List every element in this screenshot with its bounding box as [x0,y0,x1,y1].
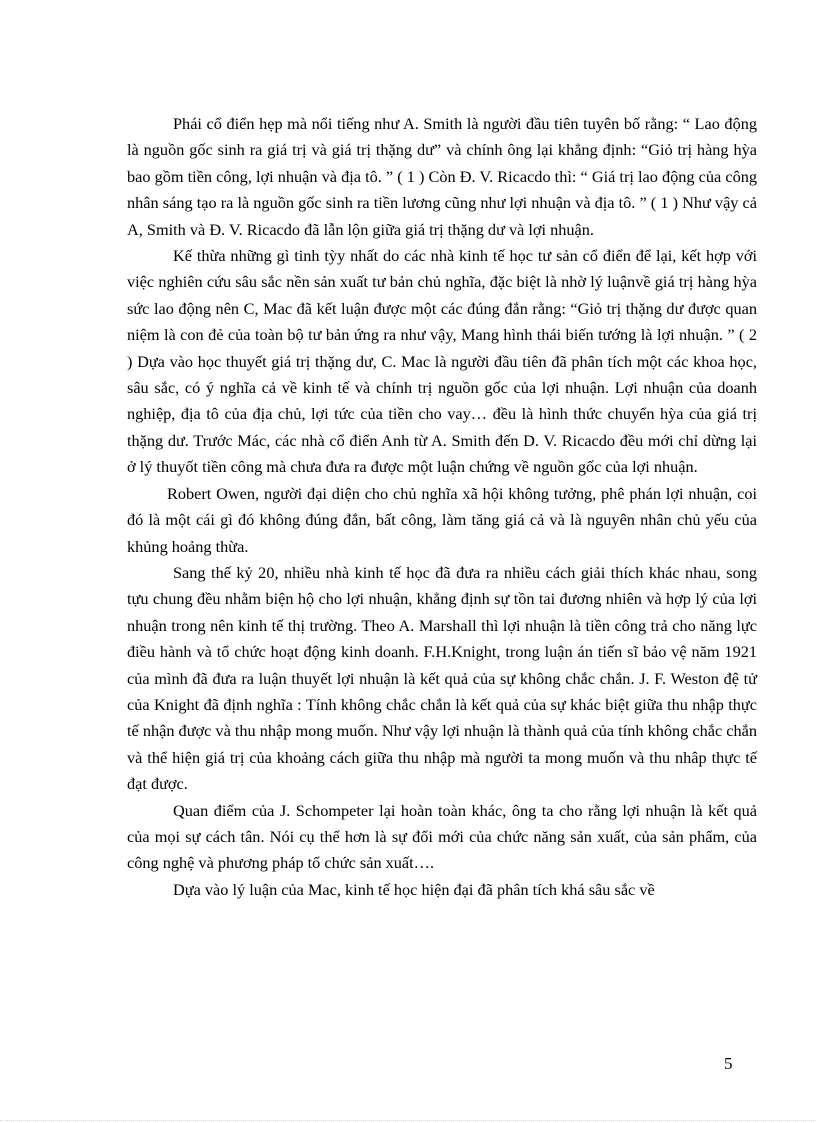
paragraph-robert-owen: Robert Owen, người đại diện cho chủ nghĩa xã hội không tưởng, phê phán lợi nhuận, coi đó là một cái gì đó không đúng đắn, bất công, làm tăng giá cả và là nguyên nhân chủ yếu của khủng hoảng thừa. [127,483,757,556]
document-body [127,111,757,903]
paragraph-schompeter: Quan điểm của J. Schompeter lại hoàn toàn khác, ông ta cho rằng lợi nhuận là kết quả của mọi sự cách tân. Nói cụ thể hơn là sự đổi mới của chức năng sản xuất, của sản phẩm, của công nghệ và phương pháp tổ chức sản xuất…. [127,800,757,873]
page-number: 5 [724,1054,733,1073]
paragraph-classical-school: Phái cổ điển hẹp mà nổi tiếng như A. Smith là người đầu tiên tuyên bố rằng: “ Lao động là nguồn gốc sinh ra giá trị và giá trị thặng dư” và chính ông lại khẳng định: “Giỏ trị hàng hỳa bao gồm tiền công, lợi nhuận và địa tô. ” ( 1 ) Còn Đ. V. Ricacdo thì: “ Giá trị lao động của công nhân sáng tạo ra là nguồn gốc sinh ra tiền lương cũng như lợi nhuận và địa tô. ” ( 1 ) Như vậy cả A, Smith và Đ. V. Ricacdo đã lẫn lộn giữa giá trị thặng dư và lợi nhuận. [127,114,757,239]
page-bottom-edge [0,1120,816,1121]
paragraph-twentieth-century: Sang thế kỷ 20, nhiều nhà kinh tế học đã đưa ra nhiều cách giải thích khác nhau, song tựu chung đều nhằm biện hộ cho lợi nhuận, khẳng định sự tồn tai đương nhiên và hợp lý của lợi nhuận trong nên kinh tế thị trường. Theo A. Marshall thì lợi nhuận là tiền công trả cho năng lực điều hành và tổ chức hoạt động kinh doanh. F.H.Knight, trong luận án tiến sĩ bảo vệ năm 1921 của mình đã đưa ra luận thuyết lợi nhuận là kết quả của sự không chắc chắn. J. F. Weston đệ tử của Knight đã định nghĩa : Tính không chắc chắn là kết quả của sự khác biệt giữa thu nhập thực tế nhận được và thu nhập mong muốn. Như vậy lợi nhuận là thành quả của tính không chắc chắn và thể hiện giá trị của khoảng cách giữa thu nhập mà người ta mong muốn và thu nhâp thực tế đạt được. [127,562,757,794]
paragraph-modern-economics: Dựa vào lý luận của Mac, kinh tế học hiện đại đã phân tích khá sâu sắc về [173,879,655,899]
paragraph-marx-theory: Kế thừa những gì tinh tỳy nhất do các nhà kinh tế học tư sản cổ điển để lại, kết hợp với việc nghiên cứu sâu sắc nền sản xuất tư bản chủ nghĩa, đặc biệt là nhờ lý luậnvề giá trị hàng hỳa sức lao động nên C, Mac đã kết luận được một các đúng đắn rằng: “Giỏ trị thặng dư được quan niệm là con đẻ của toàn bộ tư bản ứng ra như vậy, Mang hình thái biến tướng là lợi nhuận. ” ( 2 ) Dựa vào học thuyết giá trị thặng dư, C. Mac là người đầu tiên đã phân tích một các khoa học, sâu sắc, có ý nghĩa cả về kinh tế và chính trị nguồn gốc của lợi nhuận. Lợi nhuận của doanh nghiệp, địa tô của địa chủ, lợi tức của tiền cho vay… đều là hình thức chuyển hỳa của giá trị thặng dư. Trước Mác, các nhà cổ điển Anh từ A. Smith đến D. V. Ricacdo đều mới chỉ dừng lại ở lý thuyốt tiền công mà chưa đưa ra được một luận chứng về nguồn gốc của lợi nhuận. [127,246,757,477]
